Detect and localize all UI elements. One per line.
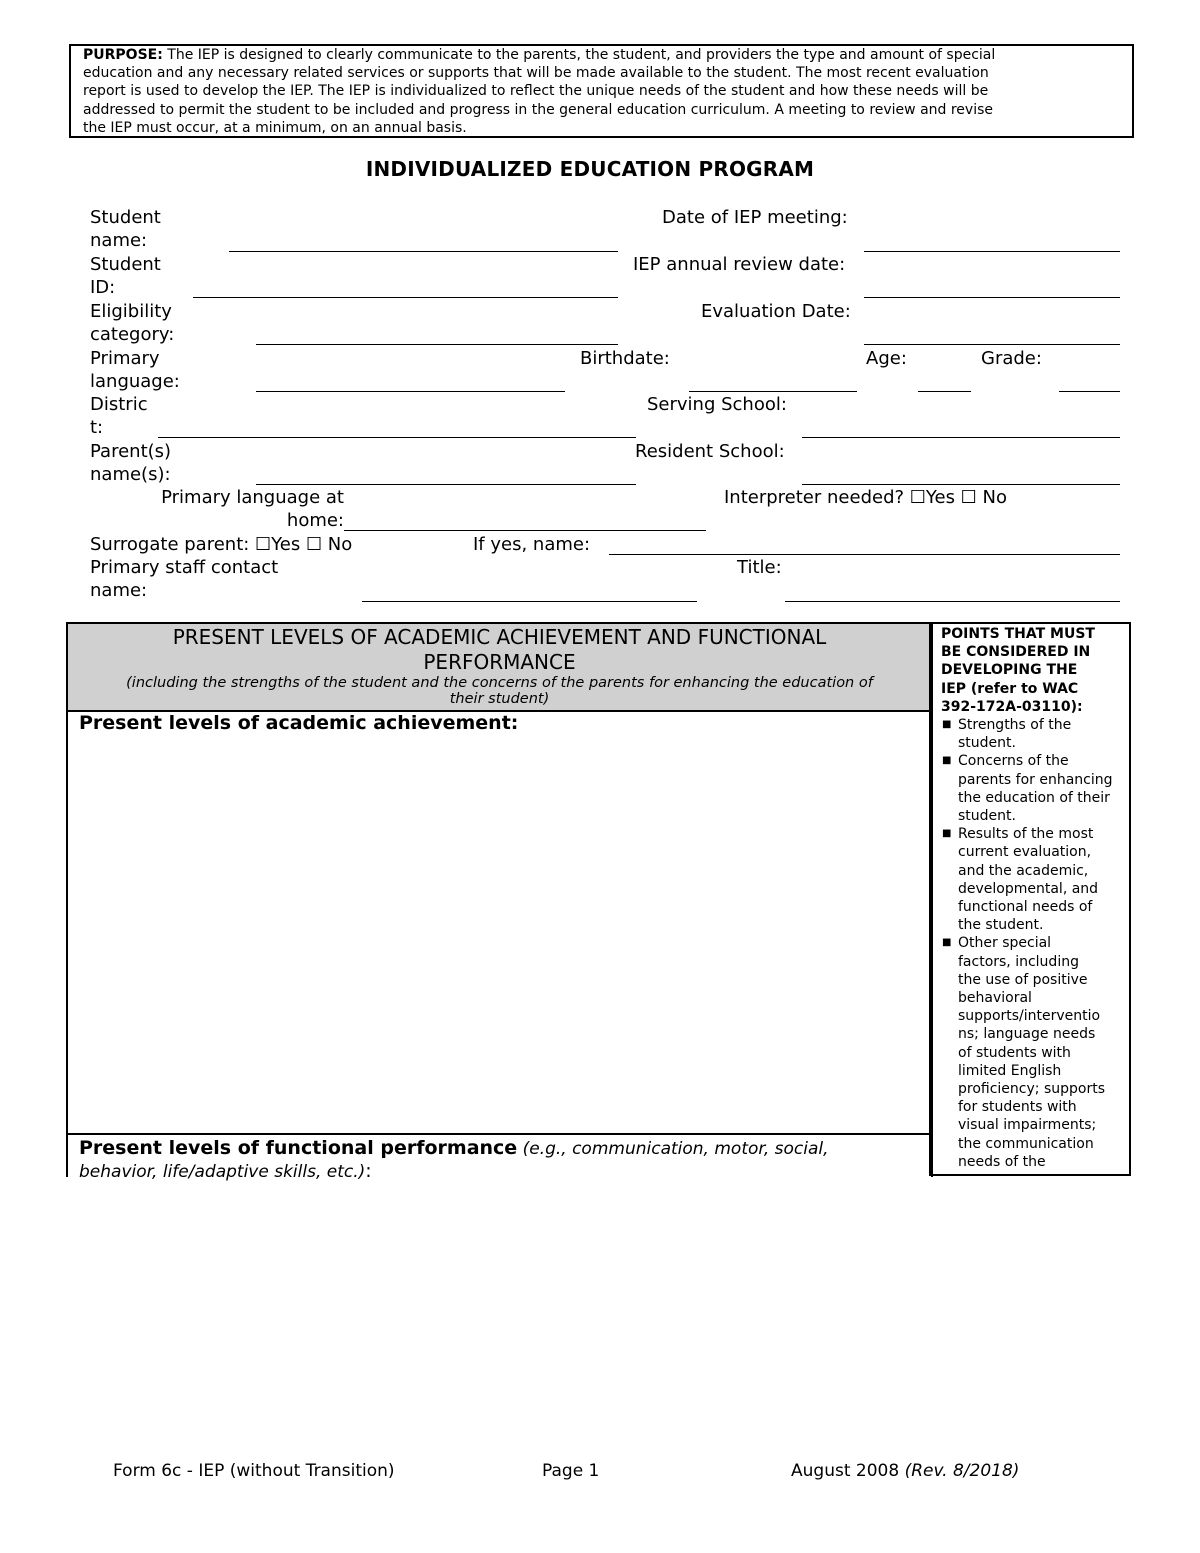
primary-language-label: Primary language: — [90, 348, 180, 392]
present-levels-header — [68, 624, 931, 712]
student-id-label: Student ID: — [90, 254, 161, 298]
annual-review-label: IEP annual review date: — [633, 254, 846, 275]
student-id-field[interactable] — [193, 297, 618, 298]
birthdate-field[interactable] — [689, 391, 857, 392]
present-levels-section — [66, 622, 933, 1182]
present-levels-subheading: (including the strengths of the student and the concerns of the parents for enhancing the education of their student) — [126, 675, 873, 707]
present-levels-heading: PRESENT LEVELS OF ACADEMIC ACHIEVEMENT AND FUNCTIONAL PERFORMANCE — [172, 625, 827, 674]
primary-language-home-field[interactable] — [344, 530, 706, 531]
points-item-strengths: ■ Strengths of the student. — [941, 716, 1129, 752]
student-name-field[interactable] — [229, 251, 618, 252]
functional-performance-row[interactable] — [68, 1133, 931, 1182]
resident-school-field[interactable] — [802, 484, 1120, 485]
academic-achievement-label: Present levels of academic achievement: — [79, 712, 519, 734]
title-label: Title: — [737, 557, 782, 578]
surrogate-name-field[interactable] — [609, 554, 1120, 555]
purpose-line-3: report is used to develop the IEP. The IEP is individualized to reflect the unique needs of the student and how these needs will be — [83, 83, 989, 100]
points-considered-box — [929, 622, 1131, 1176]
serving-school-label: Serving School: — [647, 394, 787, 415]
footer-date: August 2008 (Rev. 8/2018) — [791, 1461, 1020, 1481]
purpose-line-2: education and any necessary related services or supports that will be made available to the student. The most recent evaluation — [83, 65, 989, 82]
evaluation-date-label: Evaluation Date: — [701, 301, 851, 322]
points-list — [941, 716, 1129, 1171]
footer-page-number: Page 1 — [542, 1461, 600, 1481]
age-label: Age: — [866, 348, 907, 369]
interpreter-needed-label[interactable]: Interpreter needed? ☐Yes ☐ No — [724, 487, 1008, 508]
footer-form-name: Form 6c - IEP (without Transition) — [113, 1461, 395, 1481]
parents-field[interactable] — [256, 484, 636, 485]
staff-contact-field[interactable] — [362, 601, 697, 602]
age-field[interactable] — [918, 391, 971, 392]
district-field[interactable] — [158, 437, 636, 438]
points-heading: POINTS THAT MUST BE CONSIDERED IN DEVELOPING THE IEP (refer to WAC 392-172A-03110): — [941, 626, 1095, 715]
district-label: Distric t: — [90, 394, 148, 438]
if-yes-name-label: If yes, name: — [473, 534, 591, 555]
resident-school-label: Resident School: — [635, 441, 785, 462]
primary-language-home-label: Primary language at home: — [161, 487, 344, 531]
annual-review-field[interactable] — [864, 297, 1120, 298]
staff-contact-label: Primary staff contact name: — [90, 557, 279, 601]
purpose-line-1: PURPOSE: The IEP is designed to clearly communicate to the parents, the student, and providers the type and amount of special — [83, 47, 996, 63]
points-item-other-factors: ■ Other special factors, including the use of positive behavioral supports/interventio ns; language needs of students with limited English proficiency; supports for students with visual impairments; the communication needs of the — [941, 934, 1129, 1171]
parents-label: Parent(s) name(s): — [90, 441, 172, 485]
grade-label: Grade: — [981, 348, 1042, 369]
functional-performance-label: Present levels of functional performance (e.g., communication, motor, social, behavior, life/adaptive skills, etc.): — [79, 1137, 829, 1182]
eligibility-field[interactable] — [256, 344, 618, 345]
evaluation-date-field[interactable] — [864, 344, 1120, 345]
purpose-line-5: the IEP must occur, at a minimum, on an annual basis. — [83, 119, 467, 136]
student-name-label: Student name: — [90, 207, 161, 251]
title-field[interactable] — [785, 601, 1120, 602]
date-iep-meeting-label: Date of IEP meeting: — [662, 207, 848, 228]
purpose-line-4: addressed to permit the student to be included and progress in the general education curriculum. A meeting to review and revise — [83, 101, 993, 118]
points-item-results: ■ Results of the most current evaluation, and the academic, developmental, and functional needs of the student. — [941, 825, 1129, 934]
purpose-label: PURPOSE: — [83, 47, 163, 63]
serving-school-field[interactable] — [802, 437, 1120, 438]
purpose-box — [69, 44, 1134, 138]
eligibility-label: Eligibility category: — [90, 301, 175, 345]
page-title: INDIVIDUALIZED EDUCATION PROGRAM — [365, 157, 815, 181]
points-item-concerns: ■ Concerns of the parents for enhancing the education of their student. — [941, 752, 1129, 825]
birthdate-label: Birthdate: — [580, 348, 670, 369]
date-iep-meeting-field[interactable] — [864, 251, 1120, 252]
primary-language-field[interactable] — [256, 391, 565, 392]
surrogate-parent-label[interactable]: Surrogate parent: ☐Yes ☐ No — [90, 534, 353, 555]
grade-field[interactable] — [1059, 391, 1120, 392]
